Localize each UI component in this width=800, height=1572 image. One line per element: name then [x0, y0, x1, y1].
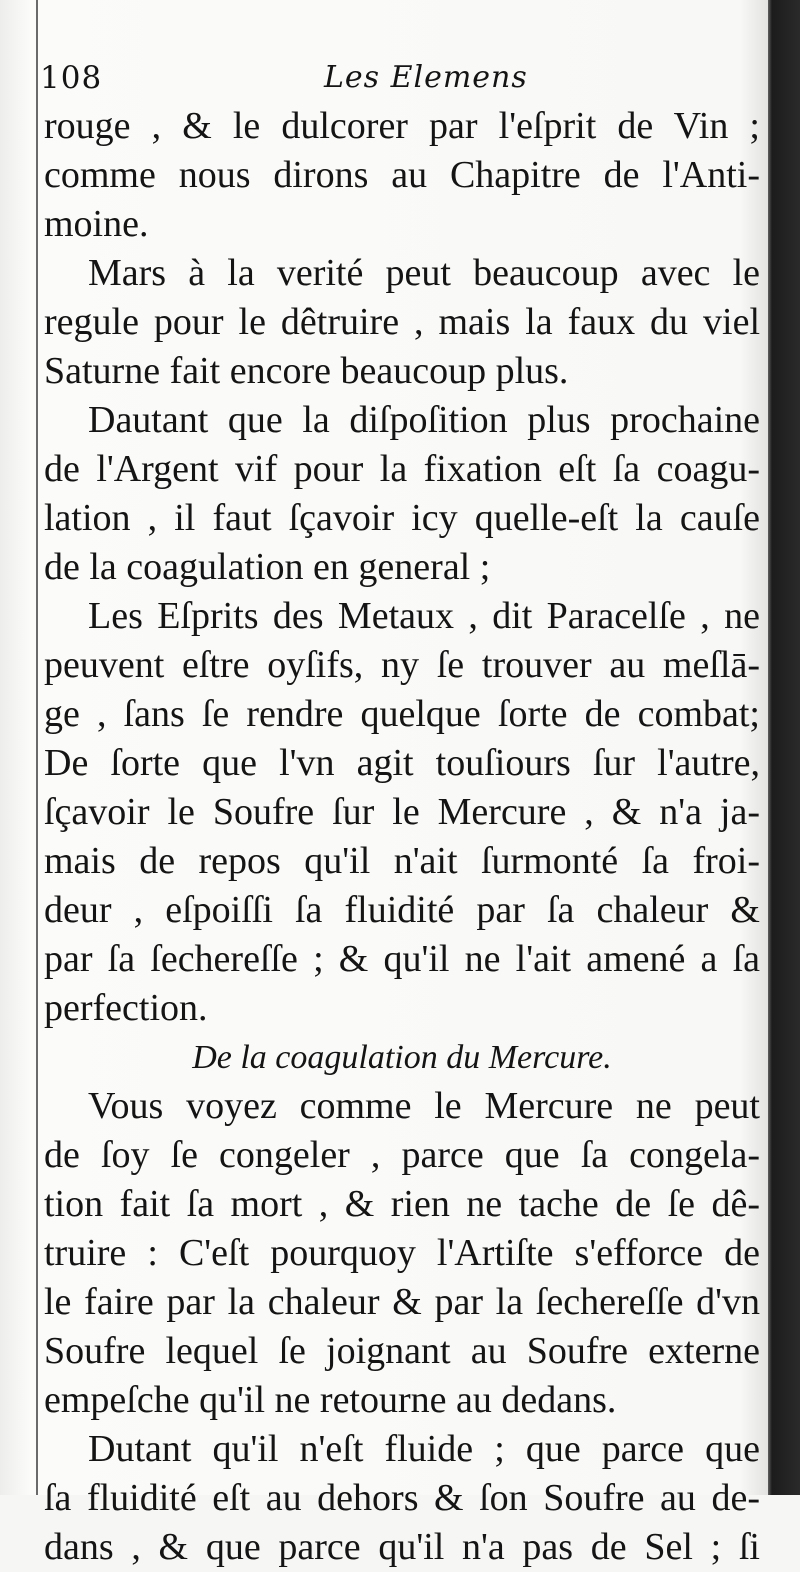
text-line: truire : C'eſt pourquoy l'Artiſte s'efforce de: [44, 1232, 760, 1274]
text-line: empeſche qu'il ne retourne au dedans.: [44, 1379, 617, 1421]
text-line: tion fait ſa mort , & rien ne tache de ſe dê-: [44, 1183, 760, 1225]
running-title: Les Elemens: [324, 60, 528, 95]
text-line: Mars à la verité peut beaucoup avec le: [88, 252, 760, 294]
text-line: mais de repos qu'il n'ait ſurmonté ſa froi-: [44, 840, 760, 882]
text-line: rouge , & le dulcorer par l'eſprit de Vin ;: [44, 105, 760, 147]
text-line: regule pour le dêtruire , mais la faux du viel: [44, 301, 760, 343]
text-line: Dutant qu'il n'eſt fluide ; que parce que: [88, 1428, 760, 1470]
text-line: moine.: [44, 203, 149, 245]
left-margin-rule: [36, 0, 38, 1495]
text-line: dans , & que parce qu'il n'a pas de Sel ; ſi: [44, 1526, 760, 1568]
text-line: Dautant que la diſpoſition plus prochaine: [88, 399, 760, 441]
binding-shadow: [768, 0, 800, 1495]
body-text: [44, 102, 760, 1572]
text-line: de la coagulation en general ;: [44, 546, 491, 588]
text-line: ſçavoir le Soufre ſur le Mercure , & n'a ja-: [44, 791, 760, 833]
text-line: Les Eſprits des Metaux , dit Paracelſe , ne: [88, 595, 760, 637]
text-line: le faire par la chaleur & par la ſechereſſe d'vn: [44, 1281, 760, 1323]
text-line: Soufre lequel ſe joignant au Soufre externe: [44, 1330, 760, 1372]
page-number: 108: [40, 60, 103, 96]
text-line: lation , il faut ſçavoir icy quelle-eſt la cauſe: [44, 497, 760, 539]
text-line: Vous voyez comme le Mercure ne peut: [88, 1085, 760, 1127]
text-line: de ſoy ſe congeler , parce que ſa congela-: [44, 1134, 760, 1176]
text-line: deur , eſpoiſſi ſa fluidité par ſa chaleur &: [44, 889, 760, 931]
section-heading: De la coagulation du Mercure.: [192, 1039, 612, 1076]
text-line: peuvent eſtre oyſifs, ny ſe trouver au meſlā-: [44, 644, 760, 686]
text-line: comme nous dirons au Chapitre de l'Anti-: [44, 154, 760, 196]
text-line: par ſa ſechereſſe ; & qu'il ne l'ait amené a ſa: [44, 938, 760, 980]
text-line: perfection.: [44, 987, 208, 1029]
text-line: Saturne fait encore beaucoup plus.: [44, 350, 569, 392]
text-line: ſa fluidité eſt au dehors & ſon Soufre au de-: [44, 1477, 760, 1519]
page-header: [38, 60, 758, 104]
text-line: de l'Argent vif pour la fixation eſt ſa coagu-: [44, 448, 760, 490]
text-line: ge , ſans ſe rendre quelque ſorte de combat;: [44, 693, 760, 735]
text-line: De ſorte que l'vn agit touſiours ſur l'autre,: [44, 742, 760, 784]
